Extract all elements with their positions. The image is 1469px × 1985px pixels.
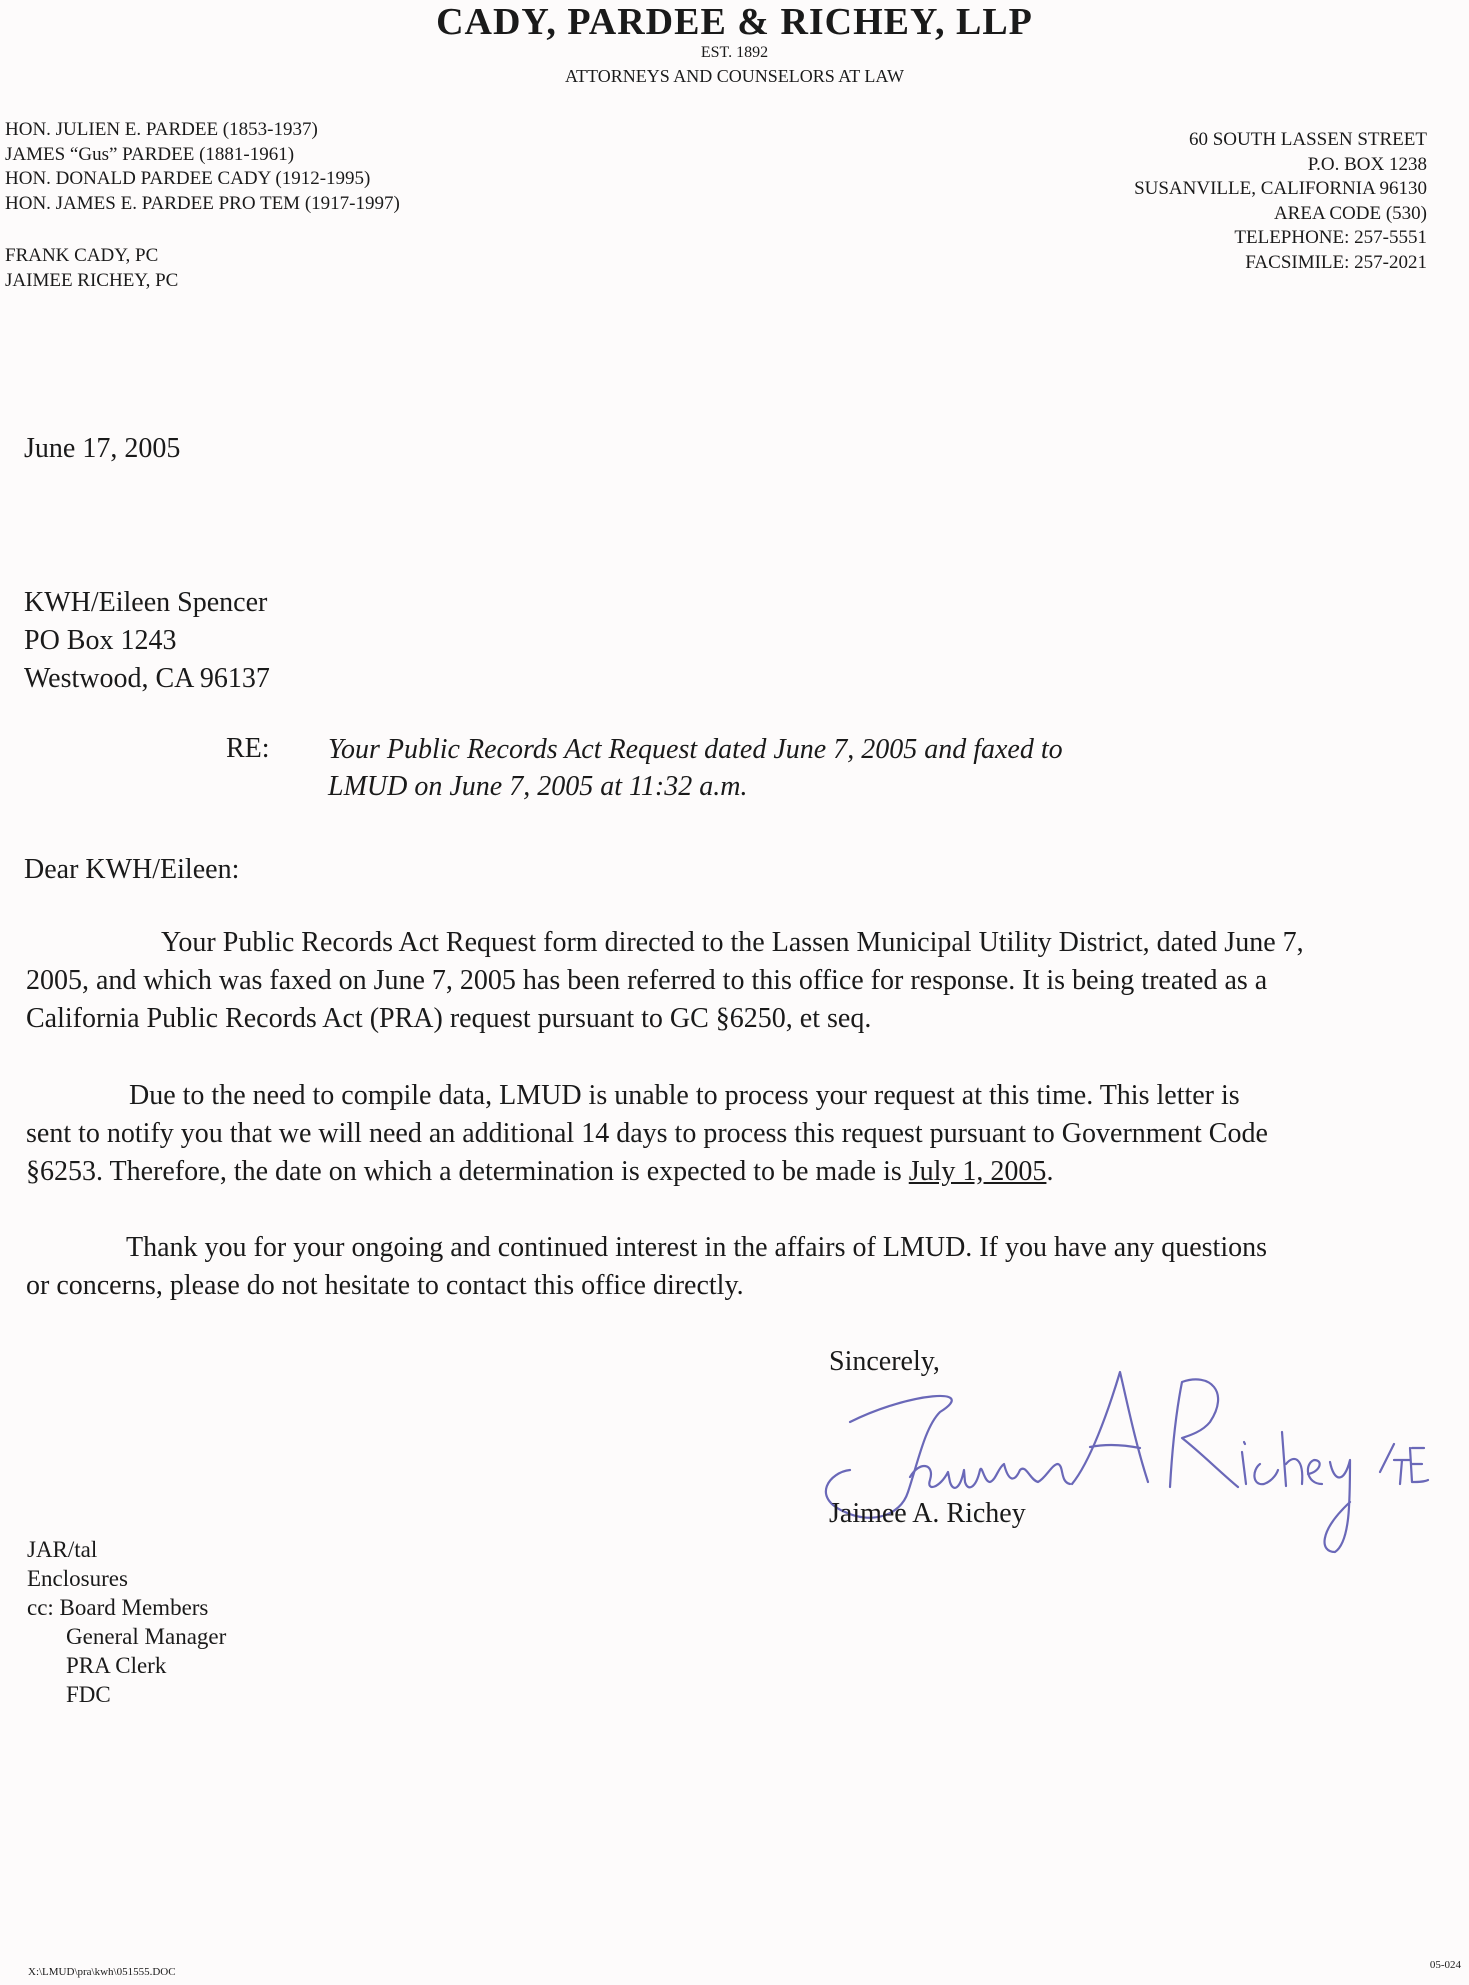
letter-date: June 17, 2005 [24, 433, 181, 464]
document-code: 05-024 [1429, 1959, 1461, 1971]
recipient-line: KWH/Eileen Spencer [24, 587, 268, 618]
re-subject [328, 731, 1063, 805]
signer-name: Jaimee A. Richey [829, 1498, 1026, 1529]
address-line: SUSANVILLE, CALIFORNIA 96130 [1134, 178, 1427, 199]
firm-tagline: ATTORNEYS AND COUNSELORS AT LAW [565, 66, 904, 86]
re-line: Your Public Records Act Request dated June 7, 2005 and faxed to [328, 734, 1063, 765]
notations [27, 1535, 226, 1709]
body-paragraph-3 [26, 1229, 1466, 1305]
partner-name: JAIMEE RICHEY, PC [5, 269, 179, 291]
paragraph-line: 2005, and which was faxed on June 7, 2005 has been referred to this office for response. It is being treated as a [26, 965, 1268, 996]
paragraph-text: §6253. Therefore, the date on which a determination is expected to be made is [26, 1156, 909, 1187]
recipient-line: Westwood, CA 96137 [24, 663, 270, 694]
body-paragraph-2 [26, 1077, 1466, 1191]
cc-recipient: General Manager [66, 1624, 227, 1649]
paragraph-text: . [1046, 1156, 1054, 1187]
address-line: TELEPHONE: 257-5551 [1234, 227, 1427, 248]
paragraph-line: Thank you for your ongoing and continued interest in the affairs of LMUD. If you have any questions [126, 1232, 1267, 1263]
closing: Sincerely, [829, 1346, 940, 1377]
historical-name: HON. JAMES E. PARDEE PRO TEM (1917-1997) [5, 192, 400, 214]
firm-address [1134, 128, 1427, 275]
address-line: 60 SOUTH LASSEN STREET [1188, 129, 1427, 150]
file-path: X:\LMUD\pra\kwh\051555.DOC [28, 1966, 176, 1978]
paragraph-line: sent to notify you that we will need an additional 14 days to process this request pursuant to Government Code [26, 1118, 1268, 1149]
typist-initials: JAR/tal [27, 1537, 98, 1562]
cc-recipient: FDC [66, 1682, 111, 1707]
historical-names [5, 118, 400, 216]
paragraph-line: Due to the need to compile data, LMUD is unable to process your request at this time. This letter is [129, 1080, 1240, 1111]
historical-name: JAMES “Gus” PARDEE (1881-1961) [5, 143, 295, 165]
paragraph-line: Your Public Records Act Request form directed to the Lassen Municipal Utility District, dated June 7, [161, 927, 1304, 958]
cc-label: cc: Board Members [27, 1595, 209, 1620]
address-line: P.O. BOX 1238 [1307, 153, 1427, 175]
recipient-line: PO Box 1243 [24, 625, 177, 656]
partner-name: FRANK CADY, PC [5, 245, 159, 266]
determination-date: July 1, 2005 [908, 1156, 1047, 1187]
established-year: EST. 1892 [700, 44, 769, 61]
cc-recipient: PRA Clerk [66, 1653, 167, 1678]
paragraph-line: California Public Records Act (PRA) request pursuant to GC §6250, et seq. [26, 1003, 872, 1034]
firm-name: CADY, PARDEE & RICHEY, LLP [436, 1, 1033, 43]
salutation: Dear KWH/Eileen: [24, 854, 240, 885]
re-line: LMUD on June 7, 2005 at 11:32 a.m. [328, 771, 748, 802]
handwritten-signature [790, 1352, 1430, 1572]
address-line: FACSIMILE: 257-2021 [1245, 251, 1427, 273]
historical-name: HON. JULIEN E. PARDEE (1853-1937) [5, 119, 318, 140]
historical-name: HON. DONALD PARDEE CADY (1912-1995) [5, 168, 371, 189]
enclosures-note: Enclosures [27, 1566, 128, 1591]
re-label: RE: [226, 733, 270, 764]
paragraph-line [26, 1153, 1466, 1191]
partner-names [5, 244, 178, 293]
body-paragraph-1 [26, 924, 1466, 1038]
recipient-address [24, 584, 270, 698]
address-line: AREA CODE (530) [1273, 202, 1427, 224]
paragraph-line: or concerns, please do not hesitate to contact this office directly. [26, 1270, 744, 1301]
